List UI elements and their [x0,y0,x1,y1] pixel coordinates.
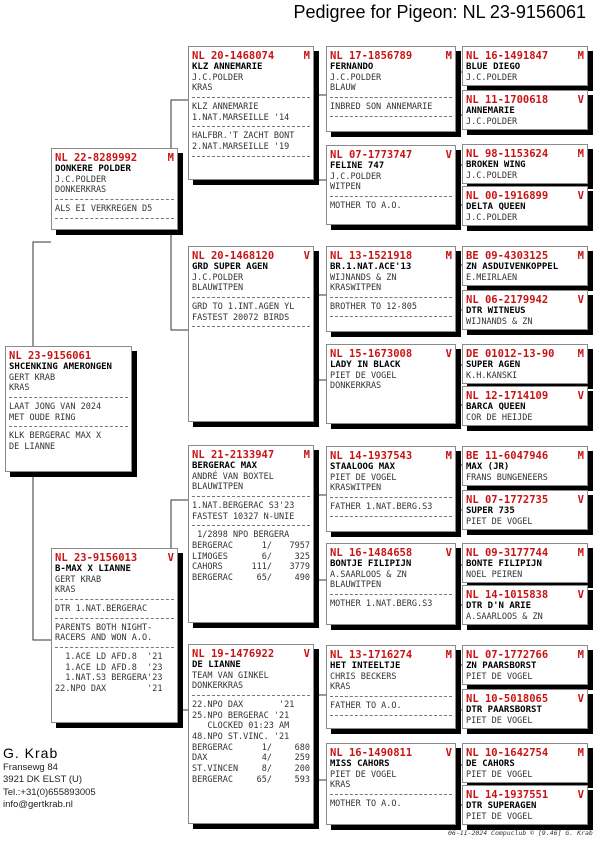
ring-number: NL 09-3177744 [466,547,549,559]
result-row: BERGERAC 65/ 593 [192,774,310,785]
ring-number: NL 14-1937551 [466,789,549,801]
sex-marker: V [577,390,584,402]
divider [192,525,310,527]
breeder-line: A.SAARLOOS & ZN [466,611,543,622]
pigeon-name: DE LIANNE [192,660,241,670]
divider [330,116,452,118]
color-line: DONKERKRAS [330,381,382,392]
pigeon-name: DE CAHORS [466,759,515,769]
gen4-card[interactable] [462,246,588,286]
great-grandparent-card[interactable] [326,145,456,225]
result-line: 48.NPO ST.VINC. '21 [192,732,290,743]
gen4-card[interactable] [462,144,588,184]
sex-marker: M [577,547,584,559]
note-line: MOTHER TO A.O. [330,798,402,809]
note-line: MOTHER TO A.O. [330,200,402,211]
ring-number: NL 17-1856789 [330,50,413,62]
pigeon-name: BARCA QUEEN [466,402,526,412]
note-line: DE LIANNE [9,442,56,453]
divider [55,199,174,201]
grandparent-card[interactable] [188,246,314,422]
footer-credit: 06-11-2024 Compuclub © [9.46] G. Krab [448,829,593,837]
owner-phone: Tel.:+31(0)655893005 [3,786,96,798]
pigeon-name: BROKEN WING [466,160,526,170]
breeder-line: J.C.POLDER [466,72,518,83]
breeder-line: K.H.KANSKI [466,370,518,381]
breeder-line: PIET DE VOGEL [330,370,397,381]
divider [192,156,310,158]
ring-number: NL 12-1714109 [466,390,549,402]
great-grandparent-card[interactable] [326,543,456,625]
divider [330,97,452,99]
divider [330,497,452,499]
divider [9,397,128,399]
sex-marker: M [445,649,452,661]
ring-number: NL 19-1476922 [192,648,275,660]
pigeon-name: MAX (JR) [466,462,510,472]
color-line: BLAUWITPEN [330,580,382,591]
ring-number: NL 22-8289992 [55,152,138,164]
pigeon-name: SHCENKING AMERONGEN [9,362,112,372]
grandparent-card[interactable] [188,445,314,623]
note-line: 1.NAT.MARSEILLE '14 [192,112,290,123]
ring-number: NL 23-9156061 [9,350,92,362]
dam-card[interactable] [51,548,178,723]
sex-marker: M [577,649,584,661]
divider [330,594,452,596]
gen4-card[interactable] [462,386,588,426]
breeder-line: PIET DE VOGEL [330,769,397,780]
breeder-line: COR DE HEIJDE [466,412,533,423]
divider [330,297,452,299]
great-grandparent-card[interactable] [326,46,456,132]
sex-marker: V [577,693,584,705]
sex-marker: M [303,449,310,461]
pigeon-name: DTR PAARSBORST [466,705,542,715]
breeder-line: ANDRÉ VAN BOXTEL [192,471,274,482]
divider [192,695,310,697]
note-line: BROTHER TO 12-805 [330,301,417,312]
sex-marker: V [577,190,584,202]
result-line: 1.ACE LD AFD.8 '21 [55,652,163,663]
ring-number: NL 16-1484658 [330,547,413,559]
ring-number: BE 09-4303125 [466,250,549,262]
divider [330,516,452,518]
subject-pigeon-card[interactable] [5,346,132,472]
owner-email: info@gertkrab.nl [3,798,73,810]
gen4-card[interactable] [462,645,588,685]
result-line: 25.NPO BERGERAC '21 [192,710,290,721]
divider [330,316,452,318]
gen4-card[interactable] [462,446,588,486]
pigeon-name: SUPER AGEN [466,360,521,370]
note-line: MET OUDE RING [9,412,76,423]
breeder-line: PIET DE VOGEL [466,769,533,780]
gen4-card[interactable] [462,290,588,330]
breeder-line: J.C.POLDER [55,174,107,185]
pigeon-name: HET INTEELTJE [330,661,401,671]
note-line: RACERS AND WON A.O. [55,633,153,644]
breeder-line: A.SAARLOOS & ZN [330,569,407,580]
ring-number: NL 10-5018065 [466,693,549,705]
ring-number: NL 21-2133947 [192,449,275,461]
pigeon-name: DTR WITNEUS [466,306,526,316]
pigeon-name: DONKERE POLDER [55,164,131,174]
great-grandparent-card[interactable] [326,743,456,825]
breeder-line: PIET DE VOGEL [330,472,397,483]
ring-number: NL 16-1491847 [466,50,549,62]
result-line: 22.NPO DAX '21 [55,684,163,695]
sex-marker: V [577,494,584,506]
pigeon-name: B-MAX X LIANNE [55,564,131,574]
note-line: GRD TO 1.INT.AGEN YL [192,301,295,312]
divider [55,599,174,601]
breeder-line: WIJNANDS & ZN [466,316,533,327]
sex-marker: V [577,294,584,306]
gen4-card[interactable] [462,585,588,625]
owner-contact-block [3,744,96,811]
pigeon-name: KLZ ANNEMARIE [192,62,263,72]
pigeon-name: STAALOOG MAX [330,462,396,472]
result-row: CAHORS 111/ 3779 [192,562,310,573]
divider [330,196,452,198]
gen4-card[interactable] [462,785,588,825]
note-line: DTR 1.NAT.BERGERAC [55,603,148,614]
owner-address: Fransewg 84 [3,762,58,773]
pigeon-name: BONTJE FILIPIJN [330,559,412,569]
color-line: BLAUWITPEN [192,482,244,493]
ring-number: NL 00-1916899 [466,190,549,202]
pigeon-name: BLUE DIEGO [466,62,521,72]
breeder-line: CHRIS BECKERS [330,671,397,682]
grandparent-card[interactable] [188,46,314,180]
pigeon-name: ANNEMARIE [466,106,515,116]
breeder-line: J.C.POLDER [192,272,244,283]
breeder-line: E.MEIRLAEN [466,272,518,283]
sex-marker: V [445,547,452,559]
breeder-line: PIET DE VOGEL [466,811,533,822]
color-line: KRASWITPEN [330,483,382,494]
great-grandparent-card[interactable] [326,344,456,424]
note-line: FASTEST 20072 BIRDS [192,312,290,323]
note-line: KLZ ANNEMARIE [192,101,259,112]
sex-marker: M [577,148,584,160]
ring-number: BE 11-6047946 [466,450,549,462]
gen4-card[interactable] [462,344,588,384]
result-line: 1/2898 NPO BERGERA [192,530,290,541]
note-line: 1.NAT.BERGERAC S3'23 [192,500,295,511]
ring-number: NL 14-1937543 [330,450,413,462]
sex-marker: V [577,589,584,601]
pigeon-name: FERNANDO [330,62,374,72]
breeder-line: J.C.POLDER [330,72,382,83]
gen4-card[interactable] [462,689,588,729]
sex-marker: V [577,94,584,106]
sex-marker: M [577,450,584,462]
breeder-line: GERT KRAB [55,574,102,585]
sex-marker: M [445,250,452,262]
pigeon-name: ZN ASDUIVENKOPPEL [466,262,559,272]
pigeon-name: ZN PAARSBORST [466,661,537,671]
pigeon-name: LADY IN BLACK [330,360,401,370]
note-line: FASTEST 10327 N-UNIE [192,511,295,522]
result-line: 1.NAT.S3 BERGERA'23 [55,673,163,684]
sex-marker: M [577,747,584,759]
sex-marker: V [303,648,310,660]
sex-marker: V [445,149,452,161]
divider [192,297,310,299]
pigeon-name: BONTE FILIPIJN [466,559,542,569]
ring-number: NL 20-1468120 [192,250,275,262]
result-line: 1.ACE LD AFD.8 '23 [55,662,163,673]
divider [330,715,452,717]
sex-marker: V [445,348,452,360]
pigeon-name: DELTA QUEEN [466,202,526,212]
ring-number: NL 20-1468074 [192,50,275,62]
ring-number: NL 10-1642754 [466,747,549,759]
sex-marker: M [167,152,174,164]
breeder-line: TEAM VAN GINKEL [192,670,269,681]
color-line: WITPEN [330,182,361,193]
ring-number: NL 07-1772766 [466,649,549,661]
breeder-line: FRANS BUNGENEERS [466,472,548,483]
result-row: BERGERAC 65/ 490 [192,573,310,584]
gen4-card[interactable] [462,490,588,530]
pigeon-name: FELINE 747 [330,161,385,171]
result-row: BERGERAC 1/ 680 [192,742,310,753]
breeder-line: PIET DE VOGEL [466,671,533,682]
result-line: CLOCKED 01:23 AM [192,721,290,732]
divider [192,496,310,498]
sex-marker: M [303,50,310,62]
divider [55,647,174,649]
color-line: KRAS [330,780,351,791]
ring-number: NL 13-1521918 [330,250,413,262]
pigeon-name: DTR SUPERAGEN [466,801,537,811]
ring-number: NL 06-2179942 [466,294,549,306]
color-line: DONKERKRAS [192,681,244,692]
result-row: DAX 4/ 259 [192,753,310,764]
great-grandparent-card[interactable] [326,246,456,332]
note-line: MOTHER 1.NAT.BERG.S3 [330,598,433,609]
color-line: KRAS [330,682,351,693]
breeder-line: J.C.POLDER [466,212,518,223]
ring-number: NL 15-1673008 [330,348,413,360]
breeder-line: J.C.POLDER [330,171,382,182]
note-line: KLK BERGERAC MAX X [9,431,102,442]
divider [192,97,310,99]
divider [55,618,174,620]
divider [192,126,310,128]
note-line: PARENTS BOTH NIGHT- [55,622,153,633]
sex-marker: V [445,747,452,759]
breeder-line: GERT KRAB [9,372,56,383]
result-row: LIMOGES 6/ 325 [192,551,310,562]
color-line: DONKERKRAS [55,185,107,196]
pigeon-name: SUPER 735 [466,506,515,516]
pigeon-name: GRD SUPER AGEN [192,262,268,272]
sex-marker: V [303,250,310,262]
sex-marker: M [445,50,452,62]
color-line: KRAS [55,585,76,596]
color-line: KRAS [192,83,213,94]
sex-marker: V [577,789,584,801]
note-line: FATHER 1.NAT.BERG.S3 [330,501,433,512]
ring-number: NL 11-1700618 [466,94,549,106]
breeder-line: WIJNANDS & ZN [330,272,397,283]
ring-number: NL 16-1490811 [330,747,413,759]
divider [9,426,128,428]
pigeon-name: MISS CAHORS [330,759,390,769]
result-line: 22.NPO DAX '21 [192,699,295,710]
note-line: HALFBR.'T ZACHT BONT [192,131,295,142]
sex-marker: M [577,348,584,360]
pigeon-name: DTR D'N ARIE [466,601,532,611]
result-row: BERGERAC 1/ 7957 [192,541,310,552]
pigeon-name: BR.1.NAT.ACE'13 [330,262,412,272]
note-line: INBRED SON ANNEMARIE [330,101,433,112]
breeder-line: J.C.POLDER [466,116,518,127]
note-line: FATHER TO A.O. [330,700,402,711]
ring-number: NL 07-1773747 [330,149,413,161]
owner-name: G. Krab [3,745,59,761]
ring-number: NL 07-1772735 [466,494,549,506]
great-grandparent-card[interactable] [326,446,456,532]
breeder-line: PIET DE VOGEL [466,715,533,726]
breeder-line: PIET DE VOGEL [466,516,533,527]
sex-marker: M [577,250,584,262]
gen4-card[interactable] [462,743,588,783]
sex-marker: M [577,50,584,62]
color-line: KRASWITPEN [330,283,382,294]
color-line: KRAS [9,383,30,394]
ring-number: DE 01012-13-90 [466,348,555,360]
owner-city: 3921 DK ELST (U) [3,774,83,786]
ring-number: NL 14-1015838 [466,589,549,601]
gen4-card[interactable] [462,90,588,130]
page-title: Pedigree for Pigeon: NL 23-9156061 [293,2,586,22]
ring-number: NL 13-1716274 [330,649,413,661]
gen4-card[interactable] [462,543,588,583]
divider [330,696,452,698]
ring-number: NL 23-9156013 [55,552,138,564]
divider [55,218,174,220]
color-line: BLAUWITPEN [192,283,244,294]
great-grandparent-card[interactable] [326,645,456,729]
note-line: ALS EI VERKREGEN D5 [55,203,153,214]
color-line: BLAUW [330,83,356,94]
breeder-line: NOEL PEIREN [466,569,523,580]
breeder-line: J.C.POLDER [192,72,244,83]
sire-card[interactable] [51,148,178,230]
breeder-line: J.C.POLDER [466,170,518,181]
sex-marker: M [445,450,452,462]
gen4-card[interactable] [462,186,588,226]
note-line: 2.NAT.MARSEILLE '19 [192,142,290,153]
result-row: ST.VINCEN 8/ 200 [192,764,310,775]
divider [330,794,452,796]
gen4-card[interactable] [462,46,588,86]
note-line: LAAT JONG VAN 2024 [9,401,102,412]
pigeon-name: BERGERAC MAX [192,461,258,471]
sex-marker: V [167,552,174,564]
ring-number: NL 98-1153624 [466,148,549,160]
grandparent-card[interactable] [188,644,314,824]
divider [192,326,310,328]
